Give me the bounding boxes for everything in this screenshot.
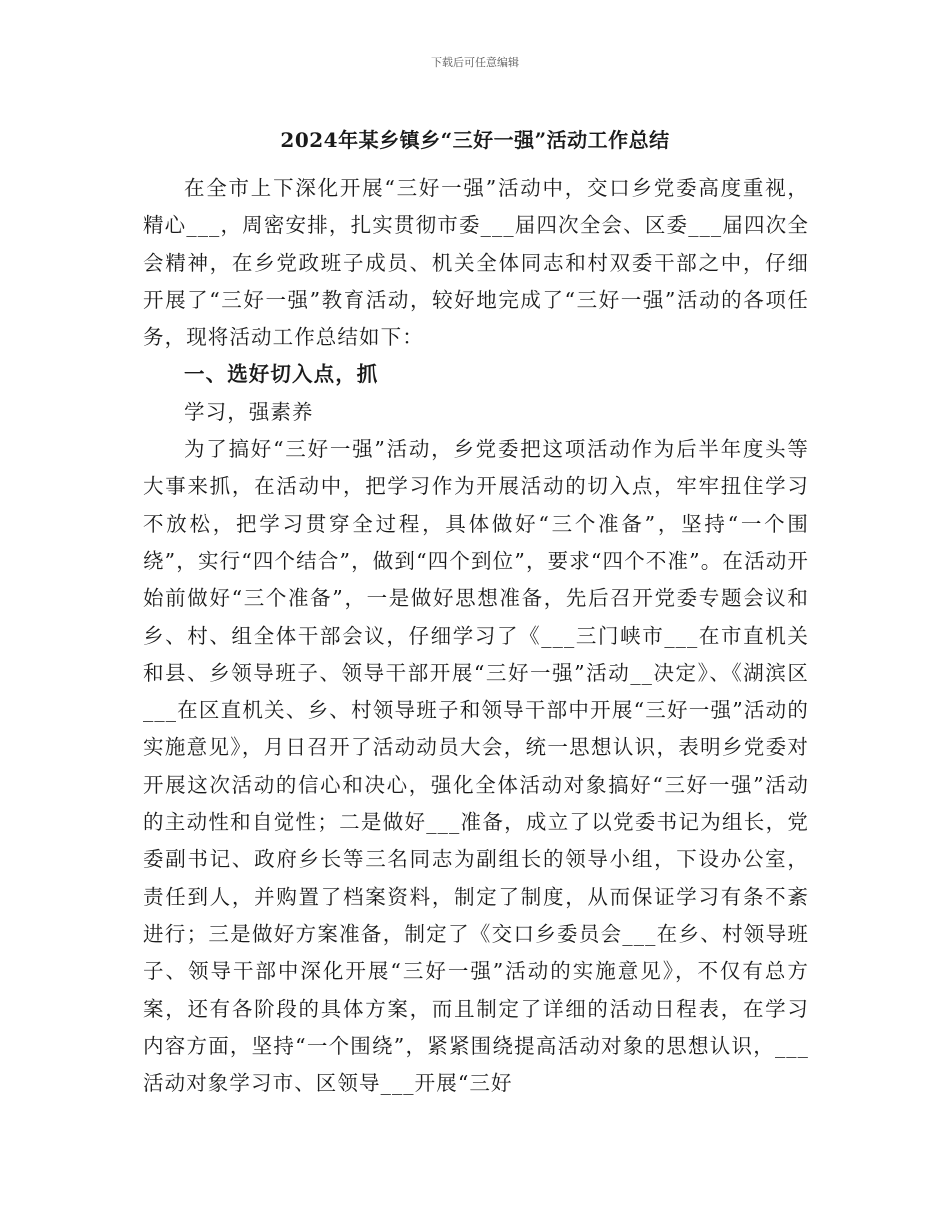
- document-body: [143, 170, 809, 1102]
- intro-paragraph: 在全市上下深化开展“三好一强”活动中，交口乡党委高度重视，精心___，周密安排，扎实贯彻市委___届四次全会、区委___届四次全会精神，在乡党政班子成员、机关全体同志和村双委干部之中，仔细开展了“三好一强”教育活动，较好地完成了“三好一强”活动的各项任务，现将活动工作总结如下：: [143, 176, 809, 350]
- subheading-paragraph: 学习，强素养: [184, 399, 314, 424]
- section-heading: 一、选好切入点，抓: [184, 362, 379, 387]
- document-title: 2024年某乡镇乡“三好一强”活动工作总结: [280, 128, 670, 152]
- body-paragraph: 为了搞好“三好一强”活动，乡党委把这项活动作为后半年度头等大事来抓，在活动中，把学习作为开展活动的切入点，牢牢扭住学习不放松，把学习贯穿全过程，具体做好“三个准备”，坚持“一个围绕”，实行“四个结合”，做到“四个到位”，要求“四个不准”。在活动开始前做好“三个准备”，一是做好思想准备，先后召开党委专题会议和乡、村、组全体干部会议，仔细学习了《___三门峡市___在市直机关和县、乡领导班子、领导干部开展“三好一强”活动__决定》、《湖滨区___在区直机关、乡、村领导班子和领导干部中开展“三好一强”活动的实施意见》，月日召开了活动动员大会，统一思想认识，表明乡党委对开展这次活动的信心和决心，强化全体活动对象搞好“三好一强”活动的主动性和自觉性；二是做好___准备，成立了以党委书记为组长，党委副书记、政府乡长等三名同志为副组长的领导小组，下设办公室，责任到人，并购置了档案资料，制定了制度，从而保证学习有条不紊进行；三是做好方案准备，制定了《交口乡委员会___在乡、村领导班子、领导干部中深化开展“三好一强”活动的实施意见》，不仅有总方案，还有各阶段的具体方案，而且制定了详细的活动日程表，在学习内容方面，坚持“一个围绕”，紧紧围绕提高活动对象的思想认识，___活动对象学习市、区领导___开展“三好: [143, 437, 809, 1096]
- header-note: 下载后可任意编辑: [431, 56, 519, 69]
